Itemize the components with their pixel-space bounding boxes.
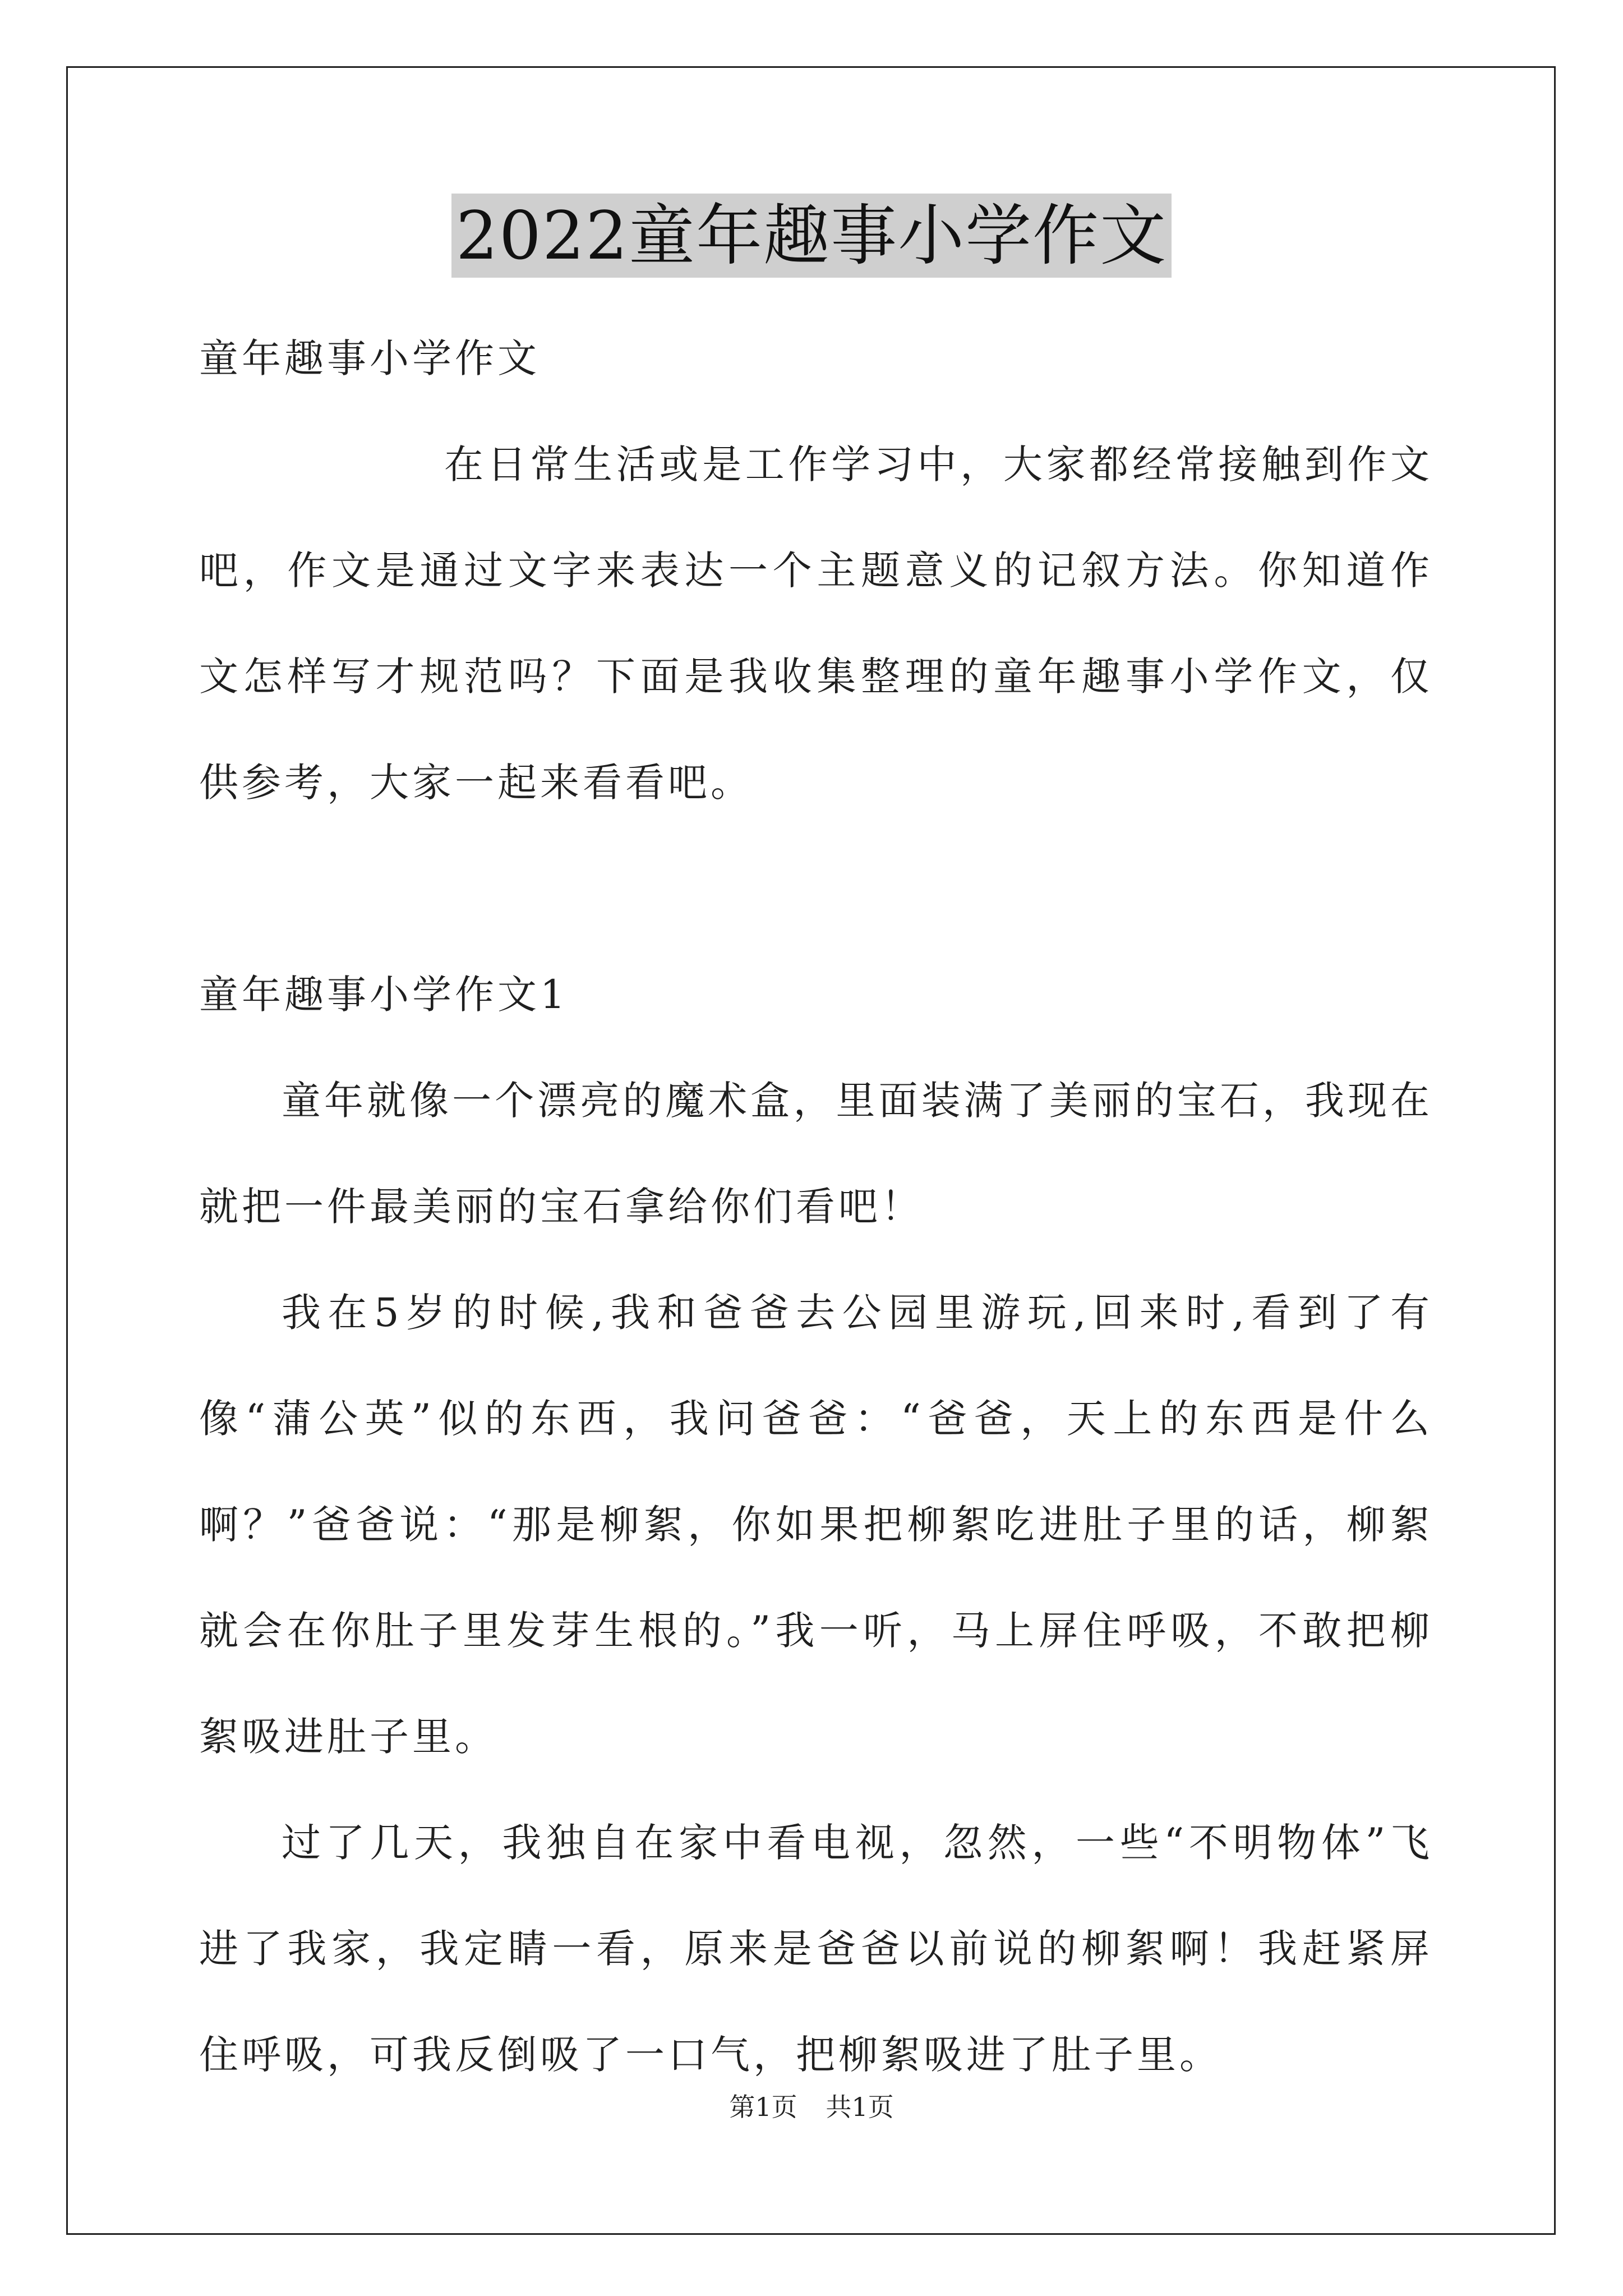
subtitle: 童年趣事小学作文	[199, 335, 540, 381]
intro-paragraph: 在日常生活或是工作学习中，大家都经常接触到作文吧，作文是通过文字来表达一个主题意义的记叙方法。你知道作文怎样写才规范吗？下面是我收集整理的童年趣事小学作文，仅供参考，大家一起来看看吧。	[199, 441, 1433, 806]
title-container	[0, 194, 1623, 278]
body-paragraph: 过了几天，我独自在家中看电视，忽然，一些“不明物体”飞进了我家，我定睛一看，原来是爸爸以前说的柳絮啊！我赶紧屏住呼吸，可我反倒吸了一口气，把柳絮吸进了肚子里。	[199, 1820, 1433, 2078]
document-title: 2022童年趣事小学作文	[451, 194, 1172, 278]
page-number: 第1页	[729, 2092, 797, 2122]
page-total: 共1页	[826, 2092, 894, 2122]
body-paragraph: 童年就像一个漂亮的魔术盒，里面装满了美丽的宝石，我现在就把一件最美丽的宝石拿给你们看吧！	[199, 1078, 1433, 1230]
document-body	[199, 306, 1433, 2108]
body-paragraph: 我在5岁的时候,我和爸爸去公园里游玩,回来时,看到了有像“蒲公英”似的东西，我问爸爸：“爸爸，天上的东西是什么啊？”爸爸说：“那是柳絮，你如果把柳絮吃进肚子里的话，柳絮就会在你肚子里发芽生根的。”我一听，马上屏住呼吸，不敢把柳絮吸进肚子里。	[199, 1290, 1433, 1760]
section-heading: 童年趣事小学作文1	[199, 972, 569, 1018]
section-gap	[199, 836, 1433, 942]
page-footer	[0, 2087, 1623, 2124]
